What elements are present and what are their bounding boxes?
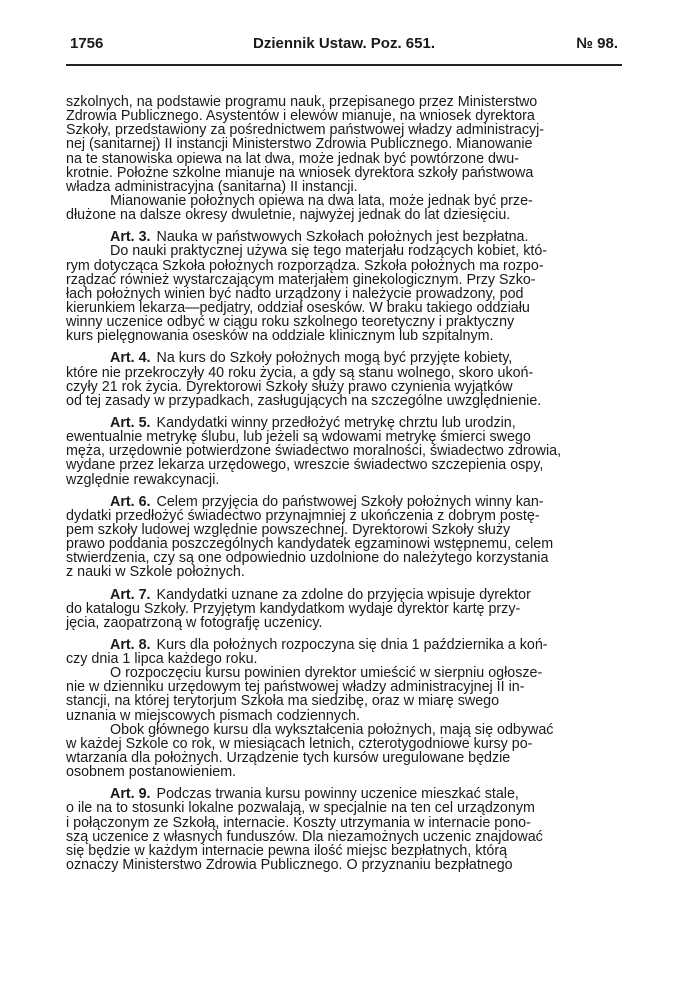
line-text: Zdrowia Publicznego. Asystentów i elewów mianuje, na wniosek dyrektora [66, 108, 535, 125]
line-text: względnie rewakcynacji. [66, 471, 220, 488]
line-text: Na kurs do Szkoły położnych mogą być przyjęte kobiety, [156, 350, 513, 367]
text-line [66, 830, 624, 844]
paragraph [66, 194, 624, 222]
text-line [66, 816, 624, 830]
line-text: i połączonym ze Szkołą, internacie. Koszty utrzymania w internacie pono- [66, 814, 531, 831]
line-text: Podczas trwania kursu powinny uczenice mieszkać stale, [156, 786, 519, 803]
article-label: Art. 6. [110, 493, 151, 510]
page-header [70, 35, 618, 55]
article-paragraph [66, 230, 624, 244]
line-text: Celem przyjęcia do państwowej Szkoły położnych winny kan- [156, 493, 544, 510]
text-line [66, 180, 624, 194]
line-text: z nauki w Szkole położnych. [66, 564, 245, 581]
line-text: Kandydatki uznane za zdolne do przyjęcia wpisuje dyrektor [156, 586, 531, 603]
article-label: Art. 3. [110, 229, 151, 246]
line-text: do katalogu Szkoły. Przyjętym kandydatkom wydaje dyrektor kartę przy- [66, 600, 521, 617]
article-paragraph [66, 351, 624, 408]
line-text: szkolnych, na podstawie programu nauk, przepisanego przez Ministerstwo [66, 94, 538, 110]
article-label: Art. 7. [110, 586, 151, 603]
page-number: 1756 [70, 35, 104, 52]
text-line [66, 394, 624, 408]
line-text: Mianowanie położnych opiewa na dwa lata, może jednak być prze- [110, 192, 533, 209]
line-text: stwierdzenia, czy są one odpowiednio uzdolnione do należytego korzystania [66, 550, 549, 567]
paragraph [66, 244, 624, 343]
line-text: Szkoły, przedstawiony za pośrednictwem państwowej władzy administracyj- [66, 122, 545, 139]
line-text: oznaczy Ministerstwo Zdrowia Publicznego. O przyznaniu bezpłatnego [66, 857, 513, 874]
article-label: Art. 4. [110, 350, 151, 367]
text-line [66, 565, 624, 579]
text-line [66, 315, 624, 329]
line-text: kierunkiem lekarza—pedjatry, oddział osesków. W braku takiego oddziału [66, 299, 530, 316]
line-text: władza administracyjna (sanitarna) II instancji. [66, 178, 358, 195]
text-line [66, 366, 624, 380]
line-text: wtarzania dla położnych. Urządzenie tych kursów uregulowane będzie [66, 750, 511, 767]
text-line [66, 329, 624, 343]
text-line [66, 287, 624, 301]
text-line [66, 801, 624, 815]
line-text: Nauka w państwowych Szkołach położnych jest bezpłatna. [156, 229, 529, 246]
text-line [66, 259, 624, 273]
line-text: Obok głównego kursu dla wykształcenia położnych, mają się odbywać [110, 721, 554, 738]
line-text: O rozpoczęciu kursu powinien dyrektor umieścić w sierpniu ogłosze- [110, 665, 543, 682]
article-paragraph [66, 416, 624, 487]
text-line [66, 152, 624, 166]
text-line [66, 616, 624, 630]
line-text: które nie przekroczyły 40 roku życia, a gdy są stanu wolnego, skoro ukoń- [66, 364, 534, 381]
line-text: w każdej Szkole co rok, w miesiącach letnich, czterotygodniowe kursy po- [66, 735, 533, 752]
text-line [66, 652, 624, 666]
text-line [66, 523, 624, 537]
text-line [66, 95, 624, 109]
text-line [66, 273, 624, 287]
text-line [66, 473, 624, 487]
line-text: osobnem postanowieniem. [66, 764, 237, 781]
text-line [66, 495, 624, 509]
line-text: stancji, na której terytorjum Szkoła ma siedzibę, oraz w miarę swego [66, 693, 500, 710]
text-line [66, 858, 624, 872]
text-line [66, 709, 624, 723]
article-label: Art. 9. [110, 786, 151, 803]
text-line [66, 551, 624, 565]
line-text: nej (sanitarnej) II instancji Ministerstwo Zdrowia Publicznego. Mianowanie [66, 136, 533, 153]
text-line [66, 737, 624, 751]
line-text: Kurs dla położnych rozpoczyna się dnia 1 października a koń- [156, 636, 548, 653]
text-line [66, 380, 624, 394]
text-line [66, 123, 624, 137]
header-rule [66, 64, 622, 66]
text-line [66, 602, 624, 616]
text-line [66, 166, 624, 180]
line-text: Kandydatki winny przedłożyć metrykę chrztu lub urodzin, [156, 414, 516, 431]
paragraph [66, 723, 624, 780]
line-text: łach położnych winien być nadto urządzony i należycie prowadzony, pod [66, 285, 524, 302]
line-text: jęcia, zaopatrzoną w fotografję uczenicy. [66, 614, 323, 631]
line-text: się będzie w każdym internacie pewna ilość miejsc bezpłatnych, którą [66, 842, 508, 859]
line-text: uznania w miejscowych pismach codziennych. [66, 707, 361, 724]
text-line [66, 430, 624, 444]
text-line [66, 194, 624, 208]
text-line [66, 351, 624, 365]
text-line [66, 694, 624, 708]
article-paragraph [66, 495, 624, 580]
article-paragraph [66, 638, 624, 666]
text-line [66, 137, 624, 151]
line-text: o ile na to stosunki lokalne pozwalają, w specjalnie na ten cel urządzonym [66, 800, 535, 817]
line-text: nie w dzienniku urzędowym tej państwowej władzy administracyjnej II in- [66, 679, 525, 696]
text-line [66, 416, 624, 430]
paragraph [66, 95, 624, 194]
text-line [66, 244, 624, 258]
line-text: męża, urzędownie potwierdzone świadectwo moralności, świadectwo zdrowia, [66, 443, 562, 460]
line-text: na te stanowiska opiewa na lat dwa, może jednak być powtórzone dwu- [66, 150, 519, 167]
text-line [66, 638, 624, 652]
line-text: kurs pielęgnowania osesków na oddziale klinicznym lub szpitalnym. [66, 328, 494, 345]
article-paragraph [66, 787, 624, 872]
text-line [66, 844, 624, 858]
line-text: rym dotycząca Szkoła położnych rozporządza. Szkoła położnych ma rozpo- [66, 257, 544, 274]
document-body [66, 95, 624, 872]
paragraph [66, 666, 624, 723]
line-text: prawo poddania poszczególnych kandydatek egzaminowi wstępnemu, celem [66, 536, 554, 553]
line-text: dydatki przedłożyć świadectwo przynajmniej z ukończenia z dobrym postę- [66, 507, 540, 524]
text-line [66, 751, 624, 765]
line-text: czy dnia 1 lipca każdego roku. [66, 651, 258, 668]
line-text: dłużone na dalsze okresy dwuletnie, najwyżej jednak do lat dziesięciu. [66, 207, 511, 224]
text-line [66, 458, 624, 472]
text-line [66, 230, 624, 244]
line-text: Do nauki praktycznej używa się tego materjału rodzących kobiet, któ- [110, 243, 548, 260]
text-line [66, 109, 624, 123]
line-text: winny uczenice odbyć w ciągu roku szkolnego teoretyczny i praktyczny [66, 314, 515, 331]
text-line [66, 680, 624, 694]
issue-number: № 98. [576, 35, 618, 52]
line-text: pem szkoły ludowej względnie powszechnej. Dyrektorowi Szkoły służy [66, 521, 511, 538]
line-text: szą uczenice z własnych funduszów. Dla niezamożnych uczenic znajdować [66, 828, 543, 845]
text-line [66, 208, 624, 222]
journal-title: Dziennik Ustaw. Poz. 651. [253, 35, 435, 52]
line-text: rządzać również wystarczającym materjałem ginekologicznym. Przy Szko- [66, 271, 536, 288]
text-line [66, 787, 624, 801]
text-line [66, 666, 624, 680]
text-line [66, 537, 624, 551]
article-label: Art. 8. [110, 636, 151, 653]
line-text: od tej zasady w przypadkach, zasługujących na szczególne uwzględnienie. [66, 392, 542, 409]
article-paragraph [66, 588, 624, 630]
text-line [66, 765, 624, 779]
text-line [66, 588, 624, 602]
text-line [66, 444, 624, 458]
text-line [66, 723, 624, 737]
line-text: czyły 21 rok życia. Dyrektorowi Szkoły służy prawo czynienia wyjątków [66, 378, 513, 395]
line-text: ewentualnie metrykę ślubu, lub jeżeli są wdowami metrykę śmierci swego [66, 429, 531, 446]
text-line [66, 301, 624, 315]
text-line [66, 509, 624, 523]
article-label: Art. 5. [110, 414, 151, 431]
line-text: krotnie. Położne szkolne mianuje na wniosek dyrektora szkoły państwowa [66, 164, 534, 181]
line-text: wydane przez lekarza urzędowego, wreszcie świadectwo szczepienia ospy, [66, 457, 544, 474]
